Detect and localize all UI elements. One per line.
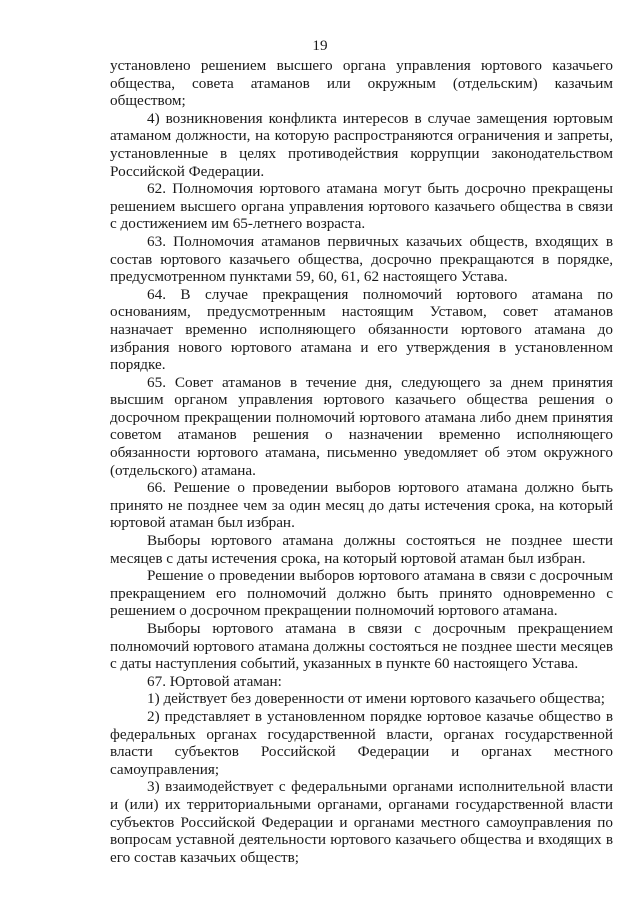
page-number: 19 [312,37,328,54]
paragraph-66: 66. Решение о проведении выборов юртового атамана должно быть принято не позднее чем за один месяц до даты истечения срока, на который юртовой атаман был избран. [110,479,613,532]
paragraph-item-4: 4) возникновения конфликта интересов в случае замещения юртовым атаманом должности, на которую распространяются ограничения и запреты, установленные в целях противодействия коррупции законодательством Российской Федерации. [110,109,613,180]
paragraph-67: 67. Юртовой атаман: [147,672,282,690]
paragraph-66-early-elections: Выборы юртового атамана в связи с досрочным прекращением полномочий юртового атамана должны состояться не позднее шести месяцев с даты наступления событий, указанных в пункте 60 настоящего Устава. [110,620,613,673]
paragraph-continuation: установлено решением высшего органа управления юртового казачьего общества, совета атаманов или окружным (отдельским) казачьим обществом; [110,57,613,110]
paragraph-66-elections-term: Выборы юртового атамана должны состояться не позднее шести месяцев с даты истечения срока, на который юртовой атаман был избран. [110,532,613,567]
paragraph-67-item-2: 2) представляет в установленном порядке юртовое казачье общество в федеральных органах государственной власти, органах государственной власти субъектов Российской Федерации и органах местного самоуправления; [110,707,613,778]
paragraph-63: 63. Полномочия атаманов первичных казачьих обществ, входящих в состав юртового казачьего общества, досрочно прекращаются в порядке, предусмотренном пунктами 59, 60, 61, 62 настоящего Устава. [110,232,613,286]
paragraph-62: 62. Полномочия юртового атамана могут быть досрочно прекращены решением высшего органа управления юртового казачьего общества в связи с достижением им 65-летнего возраста. [110,180,613,233]
paragraph-65: 65. Совет атаманов в течение дня, следующего за днем принятия высшим органом управления юртового казачьего общества решения о досрочном прекращении полномочий юртового атамана либо днем принятия советом атаманов решения о назначении временно исполняющего обязанности юртового атамана, письменно уведомляет об этом окружного (отдельского) атамана. [110,373,613,479]
document-body [110,57,613,866]
paragraph-64: 64. В случае прекращения полномочий юртового атамана по основаниям, предусмотренным настоящим Уставом, совет атаманов назначает временно исполняющего обязанности юртового атамана до избрания нового юртового атамана и его утверждения в установленном порядке. [110,285,613,374]
paragraph-67-item-3: 3) взаимодействует с федеральными органами исполнительной власти и (или) их территориальными органами, органами государственной власти субъектов Российской Федерации и органами местного самоуправления по вопросам уставной деятельности юртового казачьего общества и входящих в его состав казачьих обществ; [110,778,613,866]
paragraph-66-early-decision: Решение о проведении выборов юртового атамана в связи с досрочным прекращением его полномочий должно быть принято одновременно с решением о досрочном прекращении полномочий юртового атамана. [110,567,613,620]
paragraph-67-item-1: 1) действует без доверенности от имени юртового казачьего общества; [147,690,605,708]
